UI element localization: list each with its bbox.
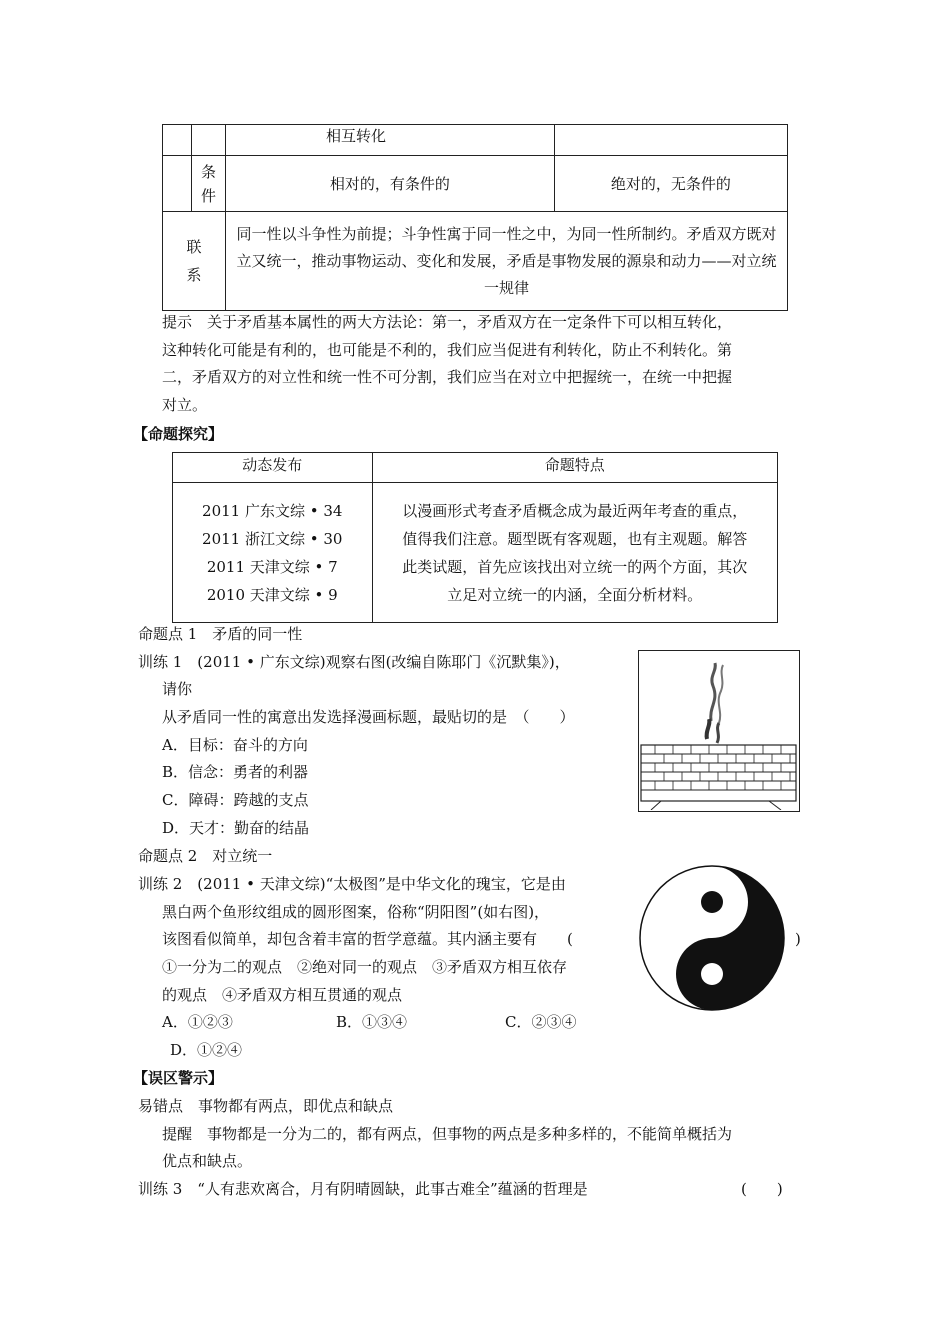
mistake-line-2: 提醒 事物都是一分为二的，都有两点，但事物的两点是多种多样的，不能简单概括为 bbox=[162, 1125, 733, 1143]
taiji-yin-yang-icon bbox=[638, 864, 786, 1012]
proposition-table bbox=[172, 452, 778, 623]
source-item: 2011 浙江文综 • 30 bbox=[202, 529, 343, 548]
sources-cell bbox=[173, 483, 373, 623]
section-title-proposition: 【命题探究】 bbox=[133, 425, 224, 443]
source-item: 2011 广东文综 • 34 bbox=[202, 501, 343, 520]
feature-line: 值得我们注意。题型既有客观题，也有主观题。解答 bbox=[402, 529, 748, 548]
training-2-line-3: 该图看似简单，却包含着丰富的哲学意蕴。其内涵主要有 ( bbox=[162, 930, 573, 948]
proposition-point-1: 命题点 1 矛盾的同一性 bbox=[138, 625, 303, 643]
option-b: B．信念：勇者的利器 bbox=[162, 763, 309, 781]
training-2-line-5: 的观点 ④矛盾双方相互贯通的观点 bbox=[162, 986, 403, 1004]
feature-line: 立足对立统一的内涵，全面分析材料。 bbox=[447, 585, 703, 604]
option-b: B．①③④ bbox=[336, 1013, 408, 1031]
option-a: A．目标：奋斗的方向 bbox=[162, 736, 308, 754]
training-1-question: 从矛盾同一性的寓意出发选择漫画标题，最贴切的是 （ ） bbox=[162, 708, 575, 726]
training-1-line-2: 请你 bbox=[162, 680, 193, 698]
header-feature: 命题特点 bbox=[372, 453, 778, 483]
mistake-line-1: 易错点 事物都有两点，即优点和缺点 bbox=[138, 1097, 394, 1115]
tip-line-4: 对立。 bbox=[162, 396, 208, 414]
training-2-line-4: ①一分为二的观点 ②绝对同一的观点 ③矛盾双方相互依存 bbox=[162, 958, 568, 976]
proposition-point-2: 命题点 2 对立统一 bbox=[138, 847, 273, 865]
tip-line-3: 二，矛盾双方的对立性和统一性不可分割，我们应当在对立中把握统一，在统一中把握 bbox=[162, 368, 733, 386]
brick-wall-cartoon bbox=[639, 651, 798, 810]
source-item: 2010 天津文综 • 9 bbox=[206, 585, 338, 604]
condition-label: 条 件 bbox=[191, 156, 225, 212]
option-c: C．障碍：跨越的支点 bbox=[162, 791, 309, 809]
section-title-misconception: 【误区警示】 bbox=[133, 1069, 224, 1087]
features-cell bbox=[372, 483, 778, 623]
empty-cell bbox=[554, 125, 787, 156]
tip-line-1: 提示 关于矛盾基本属性的两大方法论：第一，矛盾双方在一定条件下可以相互转化， bbox=[162, 313, 733, 331]
mutual-transform-cell: 相互转化 bbox=[226, 125, 555, 156]
training-2-line-2: 黑白两个鱼形纹组成的圆形图案，俗称“阴阳图”(如右图)， bbox=[162, 903, 550, 921]
empty-cell bbox=[163, 156, 192, 212]
answer-bracket-right: ) bbox=[795, 930, 801, 948]
option-a: A．①②③ bbox=[162, 1013, 233, 1031]
feature-line: 此类试题，首先应该找出对立统一的两个方面，其次 bbox=[402, 557, 748, 576]
relation-label: 联 系 bbox=[163, 212, 226, 311]
training-2-line-1: 训练 2 (2011 • 天津文综)“太极图”是中华文化的瑰宝，它是由 bbox=[138, 875, 566, 893]
struggle-condition-cell: 绝对的，无条件的 bbox=[554, 156, 787, 212]
empty-cell bbox=[191, 125, 225, 156]
tip-line-2: 这种转化可能是有利的，也可能是不利的，我们应当促进有利转化，防止不利转化。第 bbox=[162, 341, 733, 359]
option-d: D．天才：勤奋的结晶 bbox=[162, 819, 310, 837]
header-dynamic: 动态发布 bbox=[173, 453, 373, 483]
feature-line: 以漫画形式考查矛盾概念成为最近两年考查的重点， bbox=[402, 501, 748, 520]
cartoon-image bbox=[638, 650, 800, 812]
relation-text: 同一性以斗争性为前提；斗争性寓于同一性之中，为同一性所制约。矛盾双方既对立又统一，推动事物运动、变化和发展，矛盾是事物发展的源泉和动力——对立统一规律 bbox=[226, 212, 788, 311]
option-c: C．②③④ bbox=[505, 1013, 577, 1031]
comparison-table-continued bbox=[162, 124, 788, 311]
source-item: 2011 天津文综 • 7 bbox=[206, 557, 338, 576]
identity-condition-cell: 相对的，有条件的 bbox=[226, 156, 555, 212]
training-1-line-1: 训练 1 (2011 • 广东文综)观察右图(改编自陈耶门《沉默集》)， bbox=[138, 653, 570, 671]
option-d: D．①②④ bbox=[170, 1041, 243, 1059]
training-3-bracket: ( ) bbox=[741, 1180, 783, 1198]
training-3-text: 训练 3 “人有悲欢离合，月有阴晴圆缺，此事古难全”蕴涵的哲理是 bbox=[138, 1180, 588, 1198]
empty-cell bbox=[163, 125, 192, 156]
mistake-line-3: 优点和缺点。 bbox=[162, 1152, 253, 1170]
